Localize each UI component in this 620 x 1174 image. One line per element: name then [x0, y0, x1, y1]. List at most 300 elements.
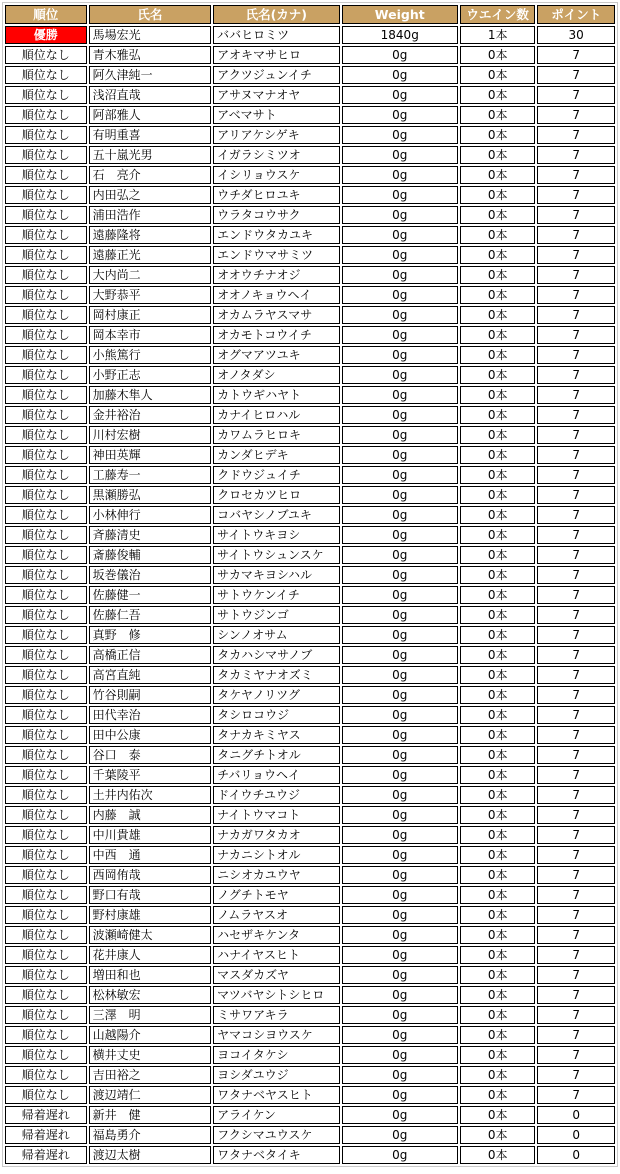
point-cell: 7 [537, 966, 615, 984]
name-cell: 川村宏樹 [89, 426, 211, 444]
kana-cell: アリアケシゲキ [213, 126, 340, 144]
weight-cell: 0g [342, 606, 458, 624]
rank-cell: 順位なし [5, 226, 87, 244]
name-cell: 浅沼直哉 [89, 86, 211, 104]
count-cell: 0本 [460, 1026, 536, 1044]
weight-cell: 0g [342, 726, 458, 744]
kana-cell: アサヌマナオヤ [213, 86, 340, 104]
kana-cell: オカムラヤスマサ [213, 306, 340, 324]
kana-cell: サイトウシュンスケ [213, 546, 340, 564]
name-cell: 坂巻儀治 [89, 566, 211, 584]
kana-cell: オノタダシ [213, 366, 340, 384]
rank-cell: 順位なし [5, 1026, 87, 1044]
rank-cell: 順位なし [5, 506, 87, 524]
kana-cell: クロセカツヒロ [213, 486, 340, 504]
name-cell: 青木雅弘 [89, 46, 211, 64]
table-row [5, 506, 615, 524]
rank-cell: 順位なし [5, 326, 87, 344]
count-cell: 0本 [460, 1106, 536, 1124]
rank-cell: 順位なし [5, 406, 87, 424]
rank-cell: 順位なし [5, 86, 87, 104]
count-cell: 0本 [460, 786, 536, 804]
weight-cell: 0g [342, 986, 458, 1004]
point-cell: 7 [537, 406, 615, 424]
point-cell: 7 [537, 546, 615, 564]
weight-cell: 0g [342, 106, 458, 124]
weight-cell: 0g [342, 586, 458, 604]
count-cell: 0本 [460, 646, 536, 664]
table-row [5, 86, 615, 104]
rank-cell: 順位なし [5, 686, 87, 704]
weight-cell: 0g [342, 626, 458, 644]
point-cell: 7 [537, 426, 615, 444]
name-cell: 浦田浩作 [89, 206, 211, 224]
table-row [5, 226, 615, 244]
weight-cell: 0g [342, 466, 458, 484]
name-cell: 吉田裕之 [89, 1066, 211, 1084]
count-cell: 0本 [460, 826, 536, 844]
table-row [5, 1086, 615, 1104]
kana-cell: ナイトウマコト [213, 806, 340, 824]
weight-cell: 0g [342, 686, 458, 704]
header-count: ウエイン数 [460, 5, 536, 24]
name-cell: 金井裕治 [89, 406, 211, 424]
weight-cell: 0g [342, 246, 458, 264]
weight-cell: 0g [342, 906, 458, 924]
rank-cell: 順位なし [5, 46, 87, 64]
count-cell: 0本 [460, 526, 536, 544]
table-row [5, 386, 615, 404]
name-cell: 中川貴雄 [89, 826, 211, 844]
point-cell: 7 [537, 466, 615, 484]
header-rank: 順位 [5, 5, 87, 24]
kana-cell: エンドウマサミツ [213, 246, 340, 264]
point-cell: 7 [537, 866, 615, 884]
count-cell: 0本 [460, 966, 536, 984]
weight-cell: 0g [342, 926, 458, 944]
kana-cell: サカマキヨシハル [213, 566, 340, 584]
count-cell: 0本 [460, 386, 536, 404]
weight-cell: 0g [342, 1066, 458, 1084]
weight-cell: 0g [342, 706, 458, 724]
weight-cell: 0g [342, 886, 458, 904]
table-row [5, 826, 615, 844]
count-cell: 0本 [460, 586, 536, 604]
rank-cell: 順位なし [5, 826, 87, 844]
point-cell: 0 [537, 1126, 615, 1144]
kana-cell: オカモトコウイチ [213, 326, 340, 344]
rank-cell: 順位なし [5, 1086, 87, 1104]
name-cell: 黒瀬勝弘 [89, 486, 211, 504]
weight-cell: 0g [342, 826, 458, 844]
weight-cell: 0g [342, 366, 458, 384]
weight-cell: 0g [342, 566, 458, 584]
kana-cell: ウチダヒロユキ [213, 186, 340, 204]
name-cell: 五十嵐光男 [89, 146, 211, 164]
weight-cell: 0g [342, 1046, 458, 1064]
point-cell: 7 [537, 286, 615, 304]
table-row [5, 66, 615, 84]
point-cell: 7 [537, 386, 615, 404]
point-cell: 7 [537, 946, 615, 964]
point-cell: 7 [537, 526, 615, 544]
table-row [5, 926, 615, 944]
name-cell: 神田英輝 [89, 446, 211, 464]
rank-cell: 順位なし [5, 386, 87, 404]
name-cell: 山越陽介 [89, 1026, 211, 1044]
table-row [5, 966, 615, 984]
point-cell: 0 [537, 1106, 615, 1124]
table-row [5, 886, 615, 904]
table-row [5, 906, 615, 924]
weight-cell: 0g [342, 846, 458, 864]
name-cell: 野村康雄 [89, 906, 211, 924]
kana-cell: ナカガワタカオ [213, 826, 340, 844]
kana-cell: ウラタコウサク [213, 206, 340, 224]
name-cell: 新井 健 [89, 1106, 211, 1124]
point-cell: 7 [537, 886, 615, 904]
kana-cell: マスダカズヤ [213, 966, 340, 984]
name-cell: 岡本幸市 [89, 326, 211, 344]
name-cell: 斎藤俊輔 [89, 546, 211, 564]
table-row [5, 806, 615, 824]
point-cell: 30 [537, 26, 615, 44]
weight-cell: 0g [342, 1106, 458, 1124]
count-cell: 0本 [460, 486, 536, 504]
table-row [5, 446, 615, 464]
name-cell: 石 亮介 [89, 166, 211, 184]
weight-cell: 0g [342, 1146, 458, 1164]
rank-cell: 順位なし [5, 706, 87, 724]
rank-cell: 順位なし [5, 766, 87, 784]
rank-cell: 順位なし [5, 186, 87, 204]
weight-cell: 0g [342, 766, 458, 784]
point-cell: 7 [537, 366, 615, 384]
header-weight: Weight [342, 5, 458, 24]
count-cell: 0本 [460, 326, 536, 344]
table-row [5, 146, 615, 164]
rank-cell: 順位なし [5, 866, 87, 884]
weight-cell: 0g [342, 506, 458, 524]
point-cell: 7 [537, 626, 615, 644]
count-cell: 0本 [460, 1066, 536, 1084]
kana-cell: シンノオサム [213, 626, 340, 644]
name-cell: 斉藤清史 [89, 526, 211, 544]
point-cell: 7 [537, 986, 615, 1004]
point-cell: 7 [537, 226, 615, 244]
header-point: ポイント [537, 5, 615, 24]
count-cell: 0本 [460, 946, 536, 964]
point-cell: 7 [537, 66, 615, 84]
rank-cell: 順位なし [5, 626, 87, 644]
kana-cell: ドイウチユウジ [213, 786, 340, 804]
weight-cell: 0g [342, 226, 458, 244]
weight-cell: 0g [342, 426, 458, 444]
weight-cell: 0g [342, 446, 458, 464]
count-cell: 0本 [460, 206, 536, 224]
table-row [5, 266, 615, 284]
count-cell: 0本 [460, 66, 536, 84]
kana-cell: チバリョウヘイ [213, 766, 340, 784]
name-cell: 松林敏宏 [89, 986, 211, 1004]
count-cell: 0本 [460, 906, 536, 924]
rank-cell: 順位なし [5, 986, 87, 1004]
table-row [5, 366, 615, 384]
table-row [5, 606, 615, 624]
count-cell: 0本 [460, 226, 536, 244]
kana-cell: サトウジンゴ [213, 606, 340, 624]
table-row [5, 46, 615, 64]
point-cell: 7 [537, 666, 615, 684]
results-table [2, 2, 618, 1167]
count-cell: 0本 [460, 746, 536, 764]
kana-cell: ノグチトモヤ [213, 886, 340, 904]
name-cell: 大野恭平 [89, 286, 211, 304]
kana-cell: カンダヒデキ [213, 446, 340, 464]
point-cell: 7 [537, 306, 615, 324]
kana-cell: タシロコウジ [213, 706, 340, 724]
weight-cell: 0g [342, 486, 458, 504]
kana-cell: エンドウタカユキ [213, 226, 340, 244]
weight-cell: 0g [342, 186, 458, 204]
rank-cell: 順位なし [5, 886, 87, 904]
kana-cell: アクツジュンイチ [213, 66, 340, 84]
count-cell: 0本 [460, 706, 536, 724]
count-cell: 0本 [460, 866, 536, 884]
weight-cell: 0g [342, 326, 458, 344]
name-cell: 佐藤仁吾 [89, 606, 211, 624]
header-row [5, 5, 615, 24]
name-cell: 馬場宏光 [89, 26, 211, 44]
weight-cell: 0g [342, 346, 458, 364]
count-cell: 0本 [460, 566, 536, 584]
rank-cell: 順位なし [5, 486, 87, 504]
name-cell: 阿部雅人 [89, 106, 211, 124]
point-cell: 7 [537, 766, 615, 784]
count-cell: 0本 [460, 1126, 536, 1144]
kana-cell: カトウギハヤト [213, 386, 340, 404]
name-cell: 真野 修 [89, 626, 211, 644]
point-cell: 7 [537, 726, 615, 744]
count-cell: 0本 [460, 286, 536, 304]
point-cell: 7 [537, 146, 615, 164]
name-cell: 中西 通 [89, 846, 211, 864]
count-cell: 0本 [460, 406, 536, 424]
point-cell: 7 [537, 826, 615, 844]
rank-cell: 順位なし [5, 426, 87, 444]
count-cell: 0本 [460, 606, 536, 624]
point-cell: 7 [537, 606, 615, 624]
name-cell: 増田和也 [89, 966, 211, 984]
point-cell: 7 [537, 1026, 615, 1044]
kana-cell: タカミヤナオズミ [213, 666, 340, 684]
table-row [5, 1026, 615, 1044]
table-row [5, 466, 615, 484]
name-cell: 西岡侑哉 [89, 866, 211, 884]
count-cell: 0本 [460, 686, 536, 704]
name-cell: 谷口 泰 [89, 746, 211, 764]
table-row [5, 486, 615, 504]
name-cell: 高橋正信 [89, 646, 211, 664]
name-cell: 遠藤隆将 [89, 226, 211, 244]
kana-cell: タニグチトオル [213, 746, 340, 764]
rank-cell: 順位なし [5, 206, 87, 224]
rank-cell: 順位なし [5, 366, 87, 384]
weight-cell: 0g [342, 46, 458, 64]
count-cell: 0本 [460, 926, 536, 944]
kana-cell: ハセザキケンタ [213, 926, 340, 944]
point-cell: 7 [537, 246, 615, 264]
point-cell: 7 [537, 926, 615, 944]
count-cell: 0本 [460, 886, 536, 904]
count-cell: 0本 [460, 166, 536, 184]
weight-cell: 0g [342, 266, 458, 284]
table-row [5, 126, 615, 144]
count-cell: 0本 [460, 546, 536, 564]
kana-cell: タケヤノリツグ [213, 686, 340, 704]
count-cell: 0本 [460, 726, 536, 744]
table-row [5, 306, 615, 324]
kana-cell: ハナイヤスヒト [213, 946, 340, 964]
weight-cell: 0g [342, 1126, 458, 1144]
table-row [5, 186, 615, 204]
rank-cell: 順位なし [5, 606, 87, 624]
rank-cell: 順位なし [5, 726, 87, 744]
table-row [5, 1126, 615, 1144]
name-cell: 加藤木隼人 [89, 386, 211, 404]
kana-cell: ワタナベタイキ [213, 1146, 340, 1164]
name-cell: 渡辺太樹 [89, 1146, 211, 1164]
point-cell: 7 [537, 586, 615, 604]
name-cell: 横井丈史 [89, 1046, 211, 1064]
table-row [5, 326, 615, 344]
weight-cell: 0g [342, 66, 458, 84]
table-row [5, 526, 615, 544]
weight-cell: 0g [342, 746, 458, 764]
rank-cell: 帰着遅れ [5, 1126, 87, 1144]
count-cell: 0本 [460, 506, 536, 524]
weight-cell: 0g [342, 86, 458, 104]
rank-cell: 順位なし [5, 1006, 87, 1024]
table-row [5, 1106, 615, 1124]
rank-cell: 順位なし [5, 806, 87, 824]
weight-cell: 0g [342, 646, 458, 664]
kana-cell: ミサワアキラ [213, 1006, 340, 1024]
kana-cell: ノムラヤスオ [213, 906, 340, 924]
point-cell: 7 [537, 806, 615, 824]
weight-cell: 0g [342, 866, 458, 884]
rank-cell: 順位なし [5, 906, 87, 924]
table-row [5, 1006, 615, 1024]
table-row [5, 786, 615, 804]
table-row [5, 686, 615, 704]
name-cell: 花井康人 [89, 946, 211, 964]
name-cell: 小野正志 [89, 366, 211, 384]
rank-cell: 帰着遅れ [5, 1146, 87, 1164]
rank-cell: 順位なし [5, 1046, 87, 1064]
kana-cell: ババヒロミツ [213, 26, 340, 44]
name-cell: 内田弘之 [89, 186, 211, 204]
rank-cell: 順位なし [5, 666, 87, 684]
table-row [5, 986, 615, 1004]
weight-cell: 0g [342, 666, 458, 684]
kana-cell: マツバヤシトシヒロ [213, 986, 340, 1004]
table-row [5, 286, 615, 304]
table-row [5, 706, 615, 724]
count-cell: 0本 [460, 146, 536, 164]
table-row [5, 726, 615, 744]
name-cell: 田中公康 [89, 726, 211, 744]
weight-cell: 0g [342, 1006, 458, 1024]
name-cell: 阿久津純一 [89, 66, 211, 84]
name-cell: 福島勇介 [89, 1126, 211, 1144]
point-cell: 7 [537, 206, 615, 224]
count-cell: 0本 [460, 806, 536, 824]
rank-cell: 順位なし [5, 466, 87, 484]
kana-cell: タナカキミヤス [213, 726, 340, 744]
point-cell: 7 [537, 326, 615, 344]
count-cell: 0本 [460, 186, 536, 204]
kana-cell: ナカニシトオル [213, 846, 340, 864]
kana-cell: サトウケンイチ [213, 586, 340, 604]
kana-cell: クドウジュイチ [213, 466, 340, 484]
weight-cell: 0g [342, 386, 458, 404]
header-name: 氏名 [89, 5, 211, 24]
weight-cell: 0g [342, 126, 458, 144]
table-row [5, 566, 615, 584]
weight-cell: 1840g [342, 26, 458, 44]
point-cell: 7 [537, 346, 615, 364]
table-row [5, 1046, 615, 1064]
table-row [5, 766, 615, 784]
table-row [5, 646, 615, 664]
kana-cell: イシリョウスケ [213, 166, 340, 184]
rank-cell: 順位なし [5, 846, 87, 864]
count-cell: 0本 [460, 1006, 536, 1024]
count-cell: 0本 [460, 666, 536, 684]
table-row [5, 666, 615, 684]
rank-cell: 順位なし [5, 266, 87, 284]
name-cell: 渡辺靖仁 [89, 1086, 211, 1104]
count-cell: 0本 [460, 106, 536, 124]
count-cell: 0本 [460, 986, 536, 1004]
point-cell: 7 [537, 1066, 615, 1084]
table-row [5, 166, 615, 184]
name-cell: 内藤 誠 [89, 806, 211, 824]
table-row [5, 26, 615, 44]
weight-cell: 0g [342, 146, 458, 164]
kana-cell: カナイヒロハル [213, 406, 340, 424]
rank-cell: 順位なし [5, 646, 87, 664]
table-row [5, 1066, 615, 1084]
point-cell: 7 [537, 506, 615, 524]
count-cell: 0本 [460, 426, 536, 444]
table-row [5, 866, 615, 884]
rank-cell: 順位なし [5, 306, 87, 324]
table-row [5, 406, 615, 424]
kana-cell: オオノキョウヘイ [213, 286, 340, 304]
kana-cell: オグマアツユキ [213, 346, 340, 364]
count-cell: 0本 [460, 366, 536, 384]
rank-cell: 順位なし [5, 126, 87, 144]
kana-cell: ヨシダユウジ [213, 1066, 340, 1084]
name-cell: 小熊篤行 [89, 346, 211, 364]
count-cell: 0本 [460, 46, 536, 64]
point-cell: 7 [537, 566, 615, 584]
rank-cell: 順位なし [5, 546, 87, 564]
name-cell: 工藤寿一 [89, 466, 211, 484]
point-cell: 7 [537, 486, 615, 504]
